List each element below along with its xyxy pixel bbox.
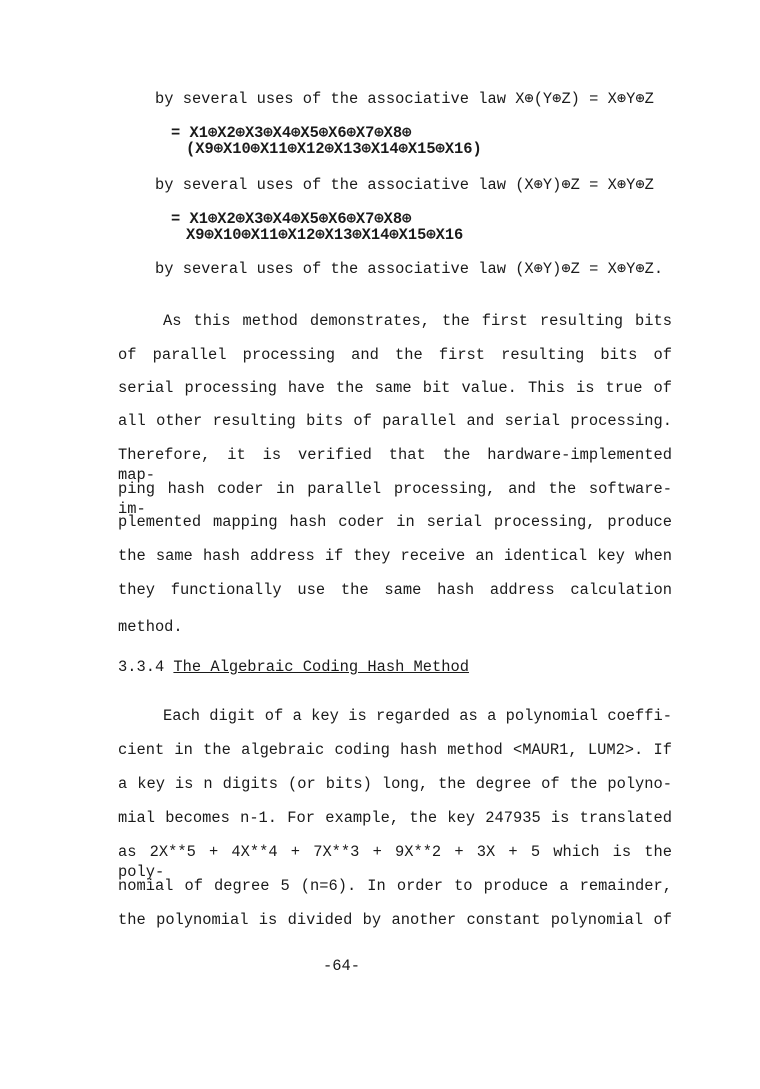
text-line: method.	[118, 618, 183, 636]
page-number: -64-	[323, 957, 360, 975]
section-number: 3.3.4	[118, 658, 174, 676]
text-line: Each digit of a key is regarded as a polynomial coeffi-	[163, 707, 672, 725]
formula-law-1: by several uses of the associative law X⊕(Y⊕Z) = X⊕Y⊕Z	[155, 90, 654, 108]
text-line: of parallel processing and the first resulting bits of	[118, 346, 672, 364]
text-line: As this method demonstrates, the first resulting bits	[163, 312, 672, 330]
text-line: nomial of degree 5 (n=6). In order to produce a remainder,	[118, 877, 672, 895]
text-line: they functionally use the same hash address calculation	[118, 581, 672, 599]
text-line: cient in the algebraic coding hash method <MAUR1, LUM2>. If	[118, 741, 672, 759]
text-line: ping hash coder in parallel processing, and the software-im-	[118, 480, 672, 518]
formula-eq-2b: X9⊕X10⊕X11⊕X12⊕X13⊕X14⊕X15⊕X16	[186, 226, 464, 244]
formula-eq-1a: = X1⊕X2⊕X3⊕X4⊕X5⊕X6⊕X7⊕X8⊕	[171, 124, 412, 142]
text-line: mial becomes n-1. For example, the key 247935 is translated	[118, 809, 672, 827]
formula-law-3: by several uses of the associative law (X⊕Y)⊕Z = X⊕Y⊕Z.	[155, 260, 664, 278]
text-line: the same hash address if they receive an identical key when	[118, 547, 672, 565]
text-line: a key is n digits (or bits) long, the degree of the polyno-	[118, 775, 672, 793]
formula-eq-1b: (X9⊕X10⊕X11⊕X12⊕X13⊕X14⊕X15⊕X16)	[186, 140, 482, 158]
text-line: as 2X**5 + 4X**4 + 7X**3 + 9X**2 + 3X + 5 which is the poly-	[118, 843, 672, 881]
text-line: Therefore, it is verified that the hardware-implemented map-	[118, 446, 672, 484]
section-title: The Algebraic Coding Hash Method	[173, 658, 469, 676]
text-line: all other resulting bits of parallel and serial processing.	[118, 412, 672, 430]
formula-eq-2a: = X1⊕X2⊕X3⊕X4⊕X5⊕X6⊕X7⊕X8⊕	[171, 210, 412, 228]
formula-law-2: by several uses of the associative law (X⊕Y)⊕Z = X⊕Y⊕Z	[155, 176, 654, 194]
text-line: serial processing have the same bit value. This is true of	[118, 379, 672, 397]
text-line: plemented mapping hash coder in serial processing, produce	[118, 513, 672, 531]
text-line: the polynomial is divided by another constant polynomial of	[118, 911, 672, 929]
section-heading	[118, 657, 469, 677]
